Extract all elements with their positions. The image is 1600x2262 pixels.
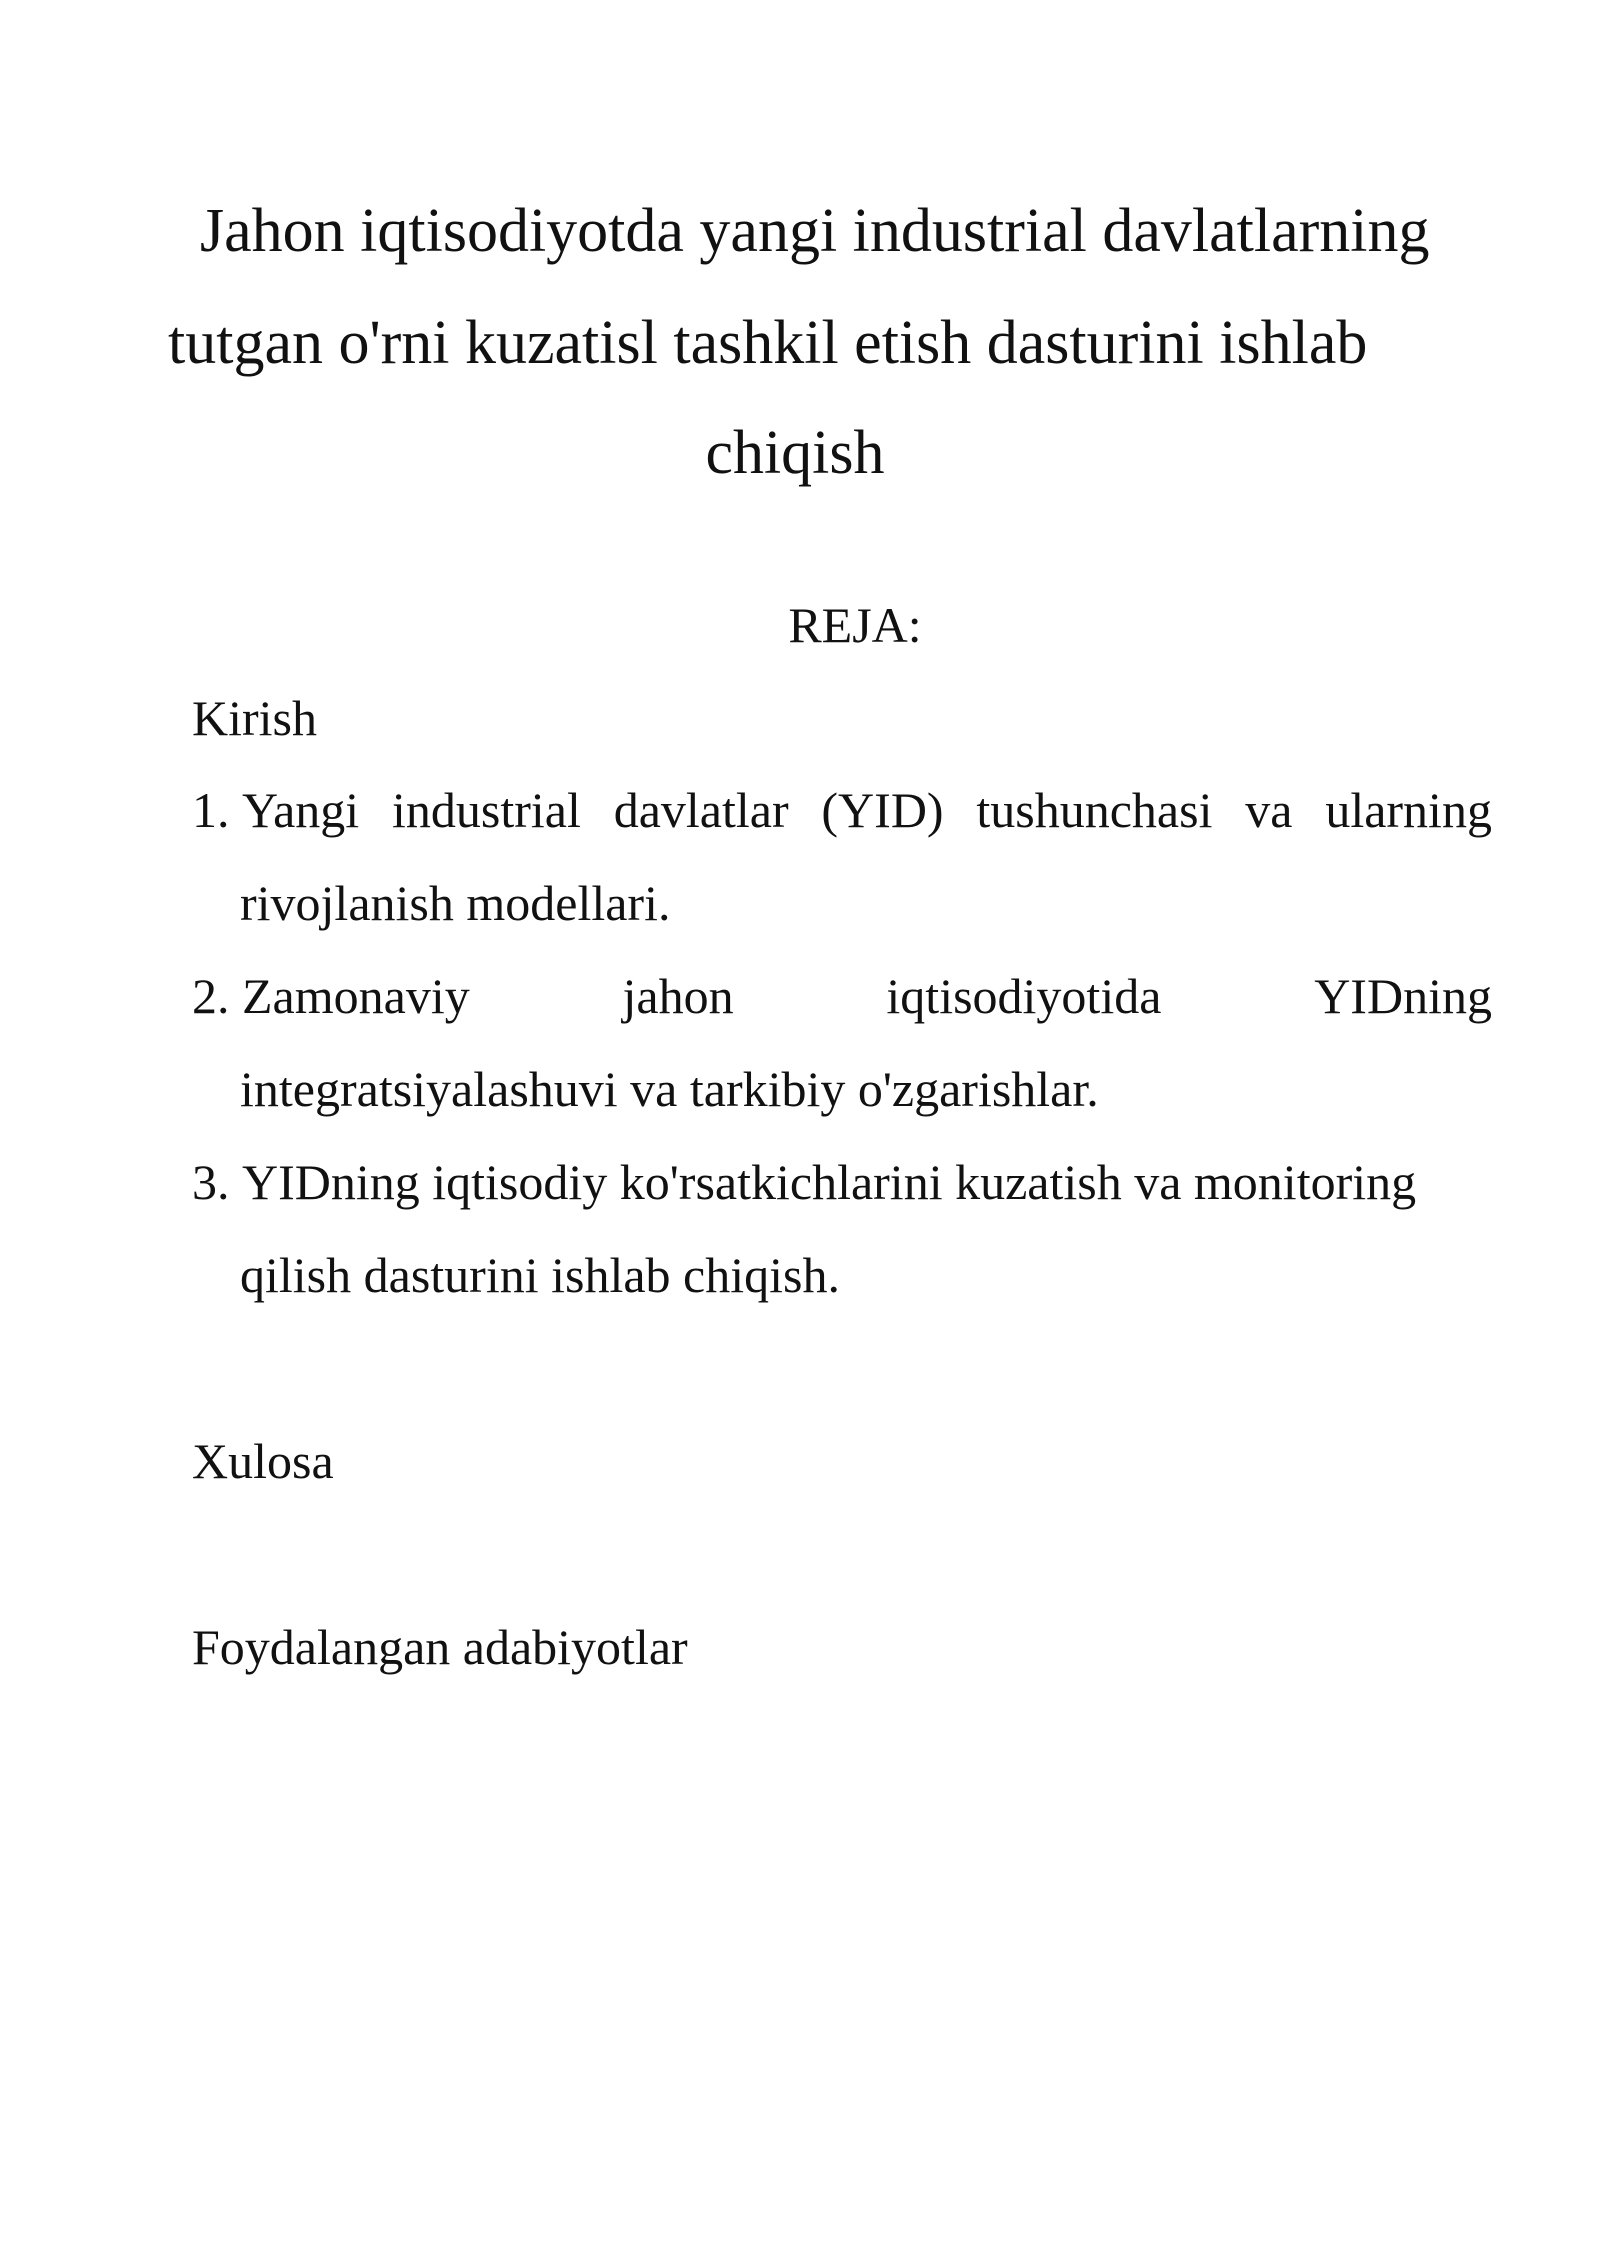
- intro-heading: Kirish: [192, 690, 317, 746]
- list-item-2-line-1: [242, 968, 1492, 1024]
- word: tushunchasi: [976, 782, 1213, 838]
- word: iqtisodiyotida: [886, 968, 1162, 1024]
- list-item-1-number: 1.: [192, 782, 230, 838]
- title-line-2: tutgan o'rni kuzatisl tashkil etish dasturini ishlab: [168, 309, 1368, 377]
- list-item-2-number: 2.: [192, 968, 230, 1024]
- title-line-1: Jahon iqtisodiyotda yangi industrial davlatlarning: [200, 197, 1430, 265]
- plan-heading: REJA:: [788, 597, 922, 653]
- word: davlatlar: [613, 782, 789, 838]
- list-item-1-line-2: rivojlanish modellari.: [240, 875, 671, 931]
- word: industrial: [392, 782, 581, 838]
- word: (YID): [821, 782, 944, 838]
- word: Zamonaviy: [242, 968, 470, 1024]
- word: va: [1245, 782, 1293, 838]
- word: jahon: [622, 968, 734, 1024]
- word: ularning: [1325, 782, 1492, 838]
- word: YIDning: [1314, 968, 1492, 1024]
- conclusion-heading: Xulosa: [192, 1433, 334, 1489]
- title-line-3: chiqish: [705, 419, 885, 487]
- list-item-3-line-2: qilish dasturini ishlab chiqish.: [240, 1247, 840, 1303]
- list-item-2-line-2: integratsiyalashuvi va tarkibiy o'zgarishlar.: [240, 1061, 1099, 1117]
- word: Yangi: [242, 782, 360, 838]
- list-item-3-line-1: YIDning iqtisodiy ko'rsatkichlarini kuzatish va monitoring: [242, 1154, 1417, 1210]
- list-item-3-number: 3.: [192, 1154, 230, 1210]
- list-item-1-line-1: [242, 782, 1492, 838]
- references-heading: Foydalangan adabiyotlar: [192, 1619, 688, 1675]
